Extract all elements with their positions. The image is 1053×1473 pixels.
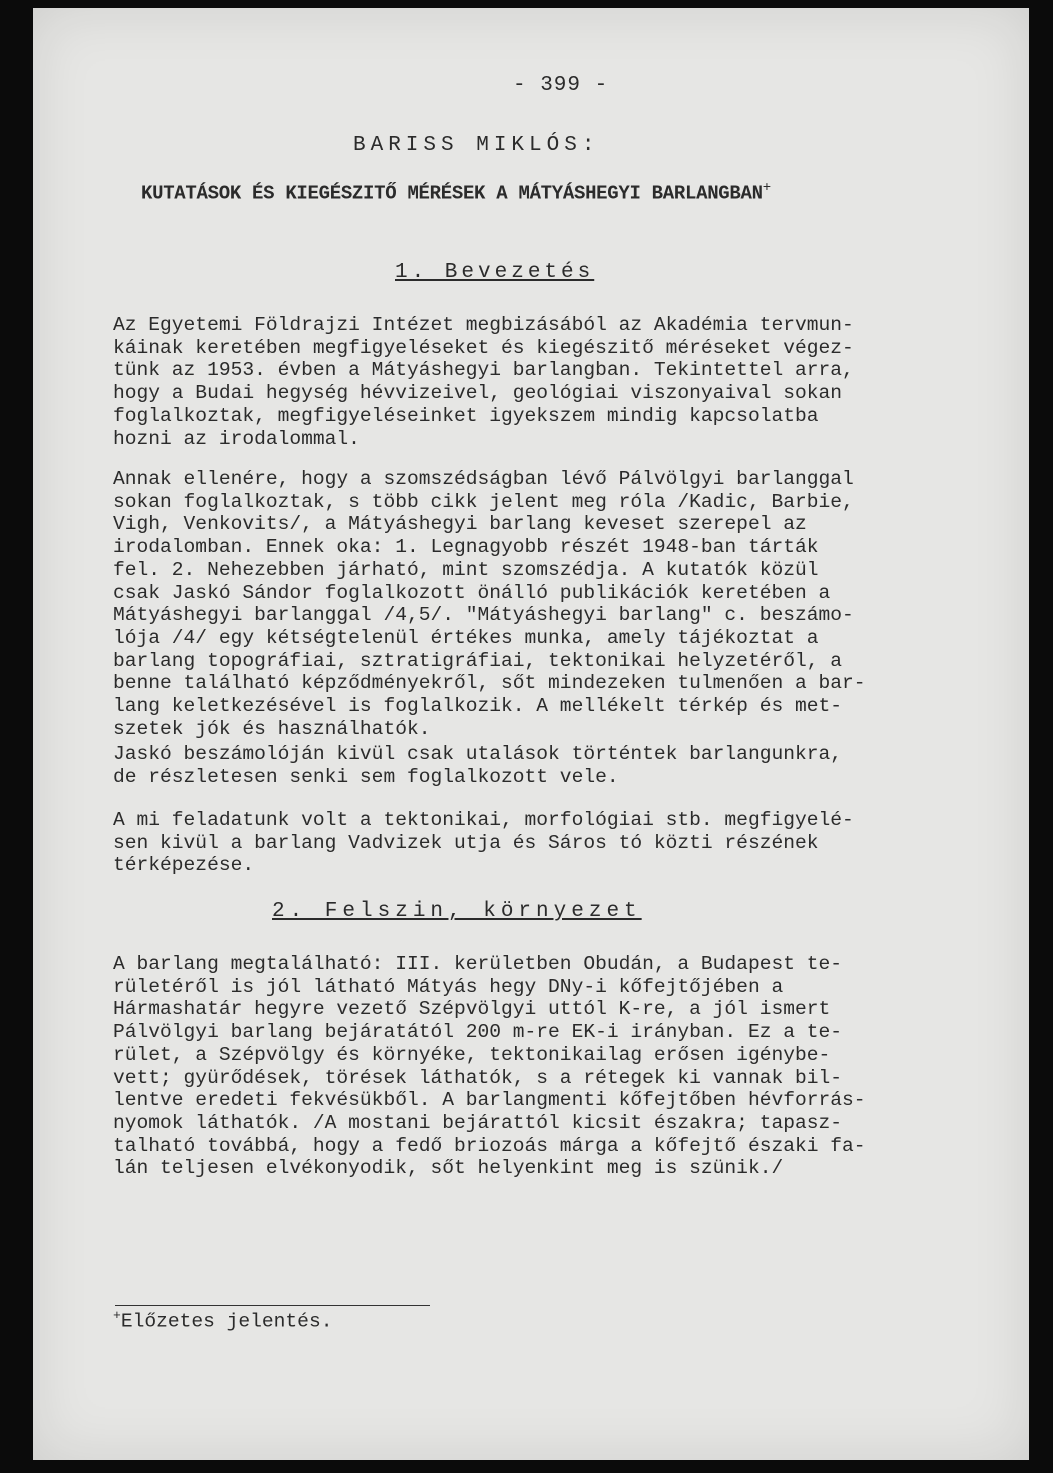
document-title-text: KUTATÁSOK ÉS KIEGÉSZITŐ MÉRÉSEK A MÁTYÁSHEGYI BARLANGBAN bbox=[141, 182, 763, 205]
paragraph: Az Egyetemi Földrajzi Intézet megbizásából az Akadémia tervmun- káinak keretében megfigyeléseket és kiegészitő méréseket végez- tünk az 1953. évben a Mátyáshegyi barlangban. Tekintettel arra, hogy a Budai hegység hévvizeivel, geológiai viszonyaival sokan foglalkoztak, megfigyeléseinket igyekszem mindig kapcsolatba hozni az irodalommal. bbox=[113, 314, 854, 450]
footnote-text: Előzetes jelentés. bbox=[120, 1310, 333, 1333]
document-title bbox=[141, 180, 771, 204]
footnote bbox=[113, 1308, 332, 1333]
document-page bbox=[33, 8, 1029, 1460]
page-number: - 399 - bbox=[513, 74, 609, 97]
paragraph: A mi feladatunk volt a tektonikai, morfológiai stb. megfigyelé- sen kivül a barlang Vadvizek utja és Sáros tó közti részének térképezése. bbox=[113, 809, 854, 877]
section-heading-introduction: 1. Bevezetés bbox=[395, 261, 595, 284]
section-heading-surface: 2. Felszin, környezet bbox=[272, 900, 642, 923]
footnote-divider bbox=[115, 1305, 430, 1306]
author-name: BARISS MIKLÓS: bbox=[353, 134, 600, 157]
paragraph: Annak ellenére, hogy a szomszédságban lévő Pálvölgyi barlanggal sokan foglalkoztak, s több cikk jelent meg róla /Kadic, Barbie, Vigh, Venkovits/, a Mátyáshegyi barlang keveset szerepel az irodalomban. Ennek oka: 1. Legnagyobb részét 1948-ban tárták fel. 2. Nehezebben járható, mint szomszédja. A kutatók közül csak Jaskó Sándor foglalkozott önálló publikációk keretében a Mátyáshegyi barlanggal /4,5/. "Mátyáshegyi barlang" c. beszámo- lója /4/ egy kétségtelenül értékes munka, amely tájékoztat a barlang topográfiai, sztratigráfiai, tektonikai helyzetéről, a benne található képződményekről, sőt mindezeken tulmenően a bar- lang keletkezésével is foglalkozik. A mellékelt térkép és met- szetek jók és használhatók. bbox=[113, 468, 866, 740]
title-footnote-mark: + bbox=[762, 180, 771, 196]
paragraph: A barlang megtalálható: III. kerületben Obudán, a Budapest te- rületéről is jól látható Mátyás hegy DNy-i kőfejtőjében a Hármashatár hegyre vezető Szépvölgyi uttól K-re, a jól ismert Pálvölgyi barlang bejáratától 200 m-re EK-i irányban. Ez a te- rület, a Szépvölgy és környéke, tektonikailag erősen igénybe- vett; gyürődések, törések láthatók, s a rétegek ki vannak bil- lentve eredeti fekvésükből. A barlangmenti kőfejtőben hévforrás- nyomok láthatók. /A mostani bejárattól kicsit északra; tapasz- talható továbbá, hogy a fedő briozoás márga a kőfejtő északi fa- lán teljesen elvékonyodik, sőt helyenkint meg is szünik./ bbox=[113, 953, 866, 1180]
paragraph: Jaskó beszámolóján kivül csak utalások történtek barlangunkra, de részletesen senki sem foglalkozott vele. bbox=[113, 743, 843, 788]
footnote-mark: + bbox=[113, 1308, 121, 1323]
